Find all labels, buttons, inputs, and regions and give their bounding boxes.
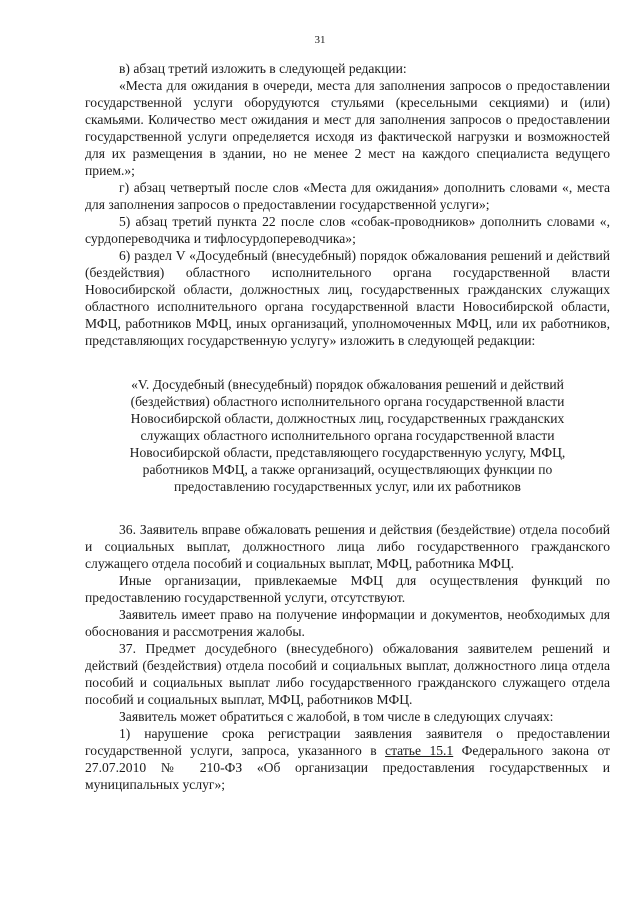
heading-line: предоставлению государственных услуг, или их работников bbox=[174, 479, 521, 494]
paragraph-amendment-v: в) абзац третий изложить в следующей редакции: bbox=[119, 61, 407, 76]
section-v-heading bbox=[95, 376, 600, 495]
paragraph-cases-intro: Заявитель может обратиться с жалобой, в том числе в следующих случаях: bbox=[119, 709, 554, 724]
paragraph-amendment-g: г) абзац четвертый после слов «Места для ожидания» дополнить словами «, места для заполнения запросов о предоставлении государственной услуги»; bbox=[85, 180, 610, 212]
heading-line: Новосибирской области, представляющего государственную услугу, МФЦ, bbox=[129, 445, 566, 460]
page-number: 31 bbox=[314, 34, 326, 46]
document-body bbox=[85, 60, 610, 793]
paragraph-right-to-info: Заявитель имеет право на получение информации и документов, необходимых для обоснования и рассмотрения жалобы. bbox=[85, 607, 610, 639]
heading-line: Новосибирской области, должностных лиц, государственных гражданских bbox=[130, 411, 565, 426]
paragraph-36: 36. Заявитель вправе обжаловать решения и действия (бездействие) отдела пособий и социальных выплат, должностного лица либо государственного гражданского служащего отдела пособий и социальных выплат, МФЦ, работника МФЦ. bbox=[85, 522, 610, 571]
paragraph-37: 37. Предмет досудебного (внесудебного) обжалования заявителем решений и действий (бездействия) отдела пособий и социальных выплат, должностного лица отдела пособий и социальных выплат либо государственного гражданского служащего отдела пособий и социальных выплат, МФЦ, работников МФЦ. bbox=[85, 641, 610, 707]
case-1-text-after: Федерального закона от 27.07.2010 № 210-ФЗ «Об организации предоставления государственных и муниципальных услуг»; bbox=[85, 743, 610, 792]
heading-line: «V. Досудебный (внесудебный) порядок обжалования решений и действий bbox=[131, 377, 564, 392]
paragraph-other-orgs: Иные организации, привлекаемые МФЦ для осуществления функций по предоставлению государственной услуги, отсутствуют. bbox=[85, 573, 610, 605]
case-1-text-before: 1) нарушение срока регистрации заявления заявителя о предоставлении государственной услуги, запроса, указанного в bbox=[85, 726, 610, 758]
heading-line: (бездействия) областного исполнительного органа государственной власти bbox=[130, 394, 565, 409]
heading-line: работников МФЦ, а также организаций, осуществляющих функции по bbox=[142, 462, 553, 477]
paragraph-waiting-places: «Места для ожидания в очереди, места для заполнения запросов о предоставлении государственной услуги оборудуются стульями (кресельными секциями) и (или) скамьями. Количество мест ожидания и мест для заполнения запросов о предоставлении государственной услуги определяется исходя из фактической нагрузки и возможностей для их размещения в здании, но не менее 2 мест на каждого специалиста ведущего прием.»; bbox=[85, 78, 610, 178]
article-15-1-link[interactable]: статье 15.1 bbox=[385, 743, 454, 758]
heading-line: служащих областного исполнительного органа государственной власти bbox=[140, 428, 555, 443]
paragraph-item-6: 6) раздел V «Досудебный (внесудебный) порядок обжалования решений и действий (бездействия) областного исполнительного органа государственной власти Новосибирской области, должностных лиц, государственных гражданских служащих областного исполнительного органа государственной власти Новосибирской области, МФЦ, работников МФЦ, иных организаций, уполномоченных МФЦ, или их работников, представляющих государственную услугу» изложить в следующей редакции: bbox=[85, 248, 610, 348]
paragraph-item-5: 5) абзац третий пункта 22 после слов «собак-проводников» дополнить словами «, сурдопереводчика и тифлосурдопереводчика»; bbox=[85, 214, 610, 246]
paragraph-case-1 bbox=[85, 725, 610, 793]
